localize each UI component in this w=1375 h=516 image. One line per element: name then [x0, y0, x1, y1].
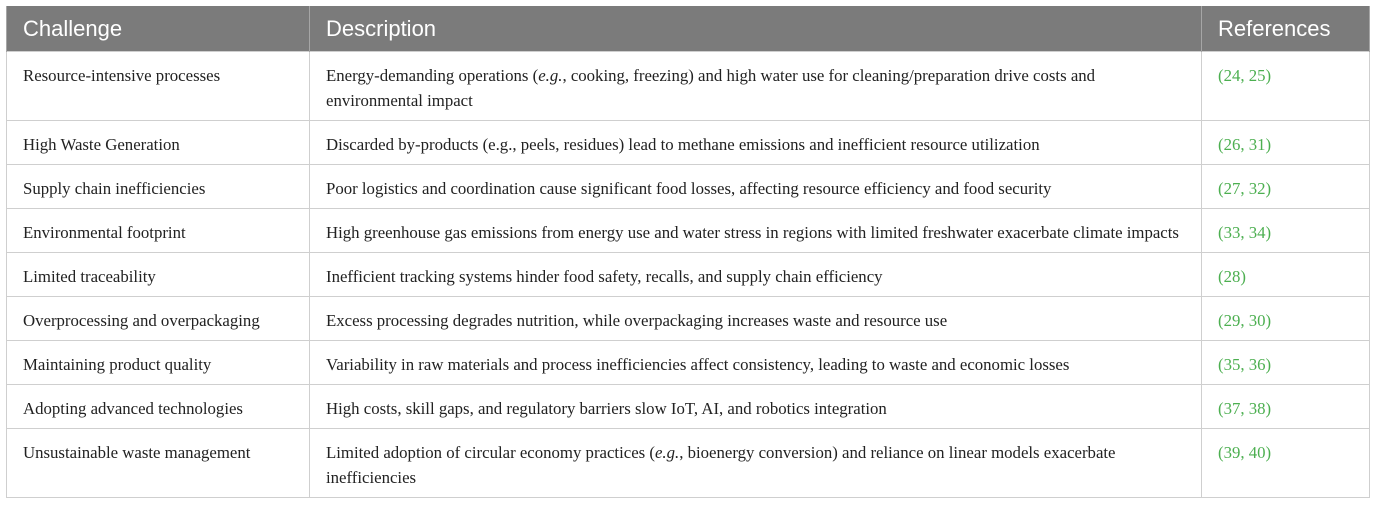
table-header-row [7, 6, 1370, 52]
challenge-cell: Adopting advanced technologies [7, 385, 310, 429]
description-text: , cooking, freezing) and high water use for cleaning/preparation drive costs and environmental impact [326, 66, 1096, 110]
challenge-cell: Resource-intensive processes [7, 52, 310, 121]
description-cell: Variability in raw materials and process inefficiencies affect consistency, leading to waste and economic losses [310, 341, 1202, 385]
description-italic: e.g. [654, 443, 680, 462]
reference-link[interactable]: (29, 30) [1202, 297, 1370, 341]
reference-link[interactable]: (39, 40) [1202, 429, 1370, 498]
reference-link[interactable]: (35, 36) [1202, 341, 1370, 385]
table-row [7, 341, 1370, 385]
challenge-cell: Limited traceability [7, 253, 310, 297]
challenge-cell: Environmental footprint [7, 209, 310, 253]
description-text: Limited adoption of circular economy practices ( [326, 443, 655, 462]
description-cell: Discarded by-products (e.g., peels, residues) lead to methane emissions and inefficient resource utilization [310, 121, 1202, 165]
challenges-table [6, 6, 1370, 498]
description-text: Energy-demanding operations ( [326, 66, 539, 85]
description-cell: High greenhouse gas emissions from energy use and water stress in regions with limited freshwater exacerbate climate impacts [310, 209, 1202, 253]
reference-link[interactable]: (28) [1202, 253, 1370, 297]
description-cell: Poor logistics and coordination cause significant food losses, affecting resource efficiency and food security [310, 165, 1202, 209]
table-row [7, 429, 1370, 498]
table-row [7, 121, 1370, 165]
challenge-cell: Overprocessing and overpackaging [7, 297, 310, 341]
header-challenge: Challenge [7, 6, 310, 52]
description-cell: Inefficient tracking systems hinder food safety, recalls, and supply chain efficiency [310, 253, 1202, 297]
table-row [7, 297, 1370, 341]
challenge-cell: High Waste Generation [7, 121, 310, 165]
description-cell: Excess processing degrades nutrition, while overpackaging increases waste and resource use [310, 297, 1202, 341]
reference-link[interactable]: (27, 32) [1202, 165, 1370, 209]
reference-link[interactable]: (24, 25) [1202, 52, 1370, 121]
reference-link[interactable]: (33, 34) [1202, 209, 1370, 253]
challenge-cell: Unsustainable waste management [7, 429, 310, 498]
challenge-cell: Maintaining product quality [7, 341, 310, 385]
challenge-cell: Supply chain inefficiencies [7, 165, 310, 209]
header-description: Description [310, 6, 1202, 52]
description-cell [310, 52, 1202, 121]
table-row [7, 385, 1370, 429]
reference-link[interactable]: (26, 31) [1202, 121, 1370, 165]
description-cell: High costs, skill gaps, and regulatory barriers slow IoT, AI, and robotics integration [310, 385, 1202, 429]
description-text: , bioenergy conversion) and reliance on linear models exacerbate inefficiencies [326, 443, 1116, 487]
table-row [7, 253, 1370, 297]
header-references: References [1202, 6, 1370, 52]
description-cell [310, 429, 1202, 498]
table-row [7, 165, 1370, 209]
description-italic: e.g. [538, 66, 563, 85]
reference-link[interactable]: (37, 38) [1202, 385, 1370, 429]
table-row [7, 52, 1370, 121]
table-row [7, 209, 1370, 253]
